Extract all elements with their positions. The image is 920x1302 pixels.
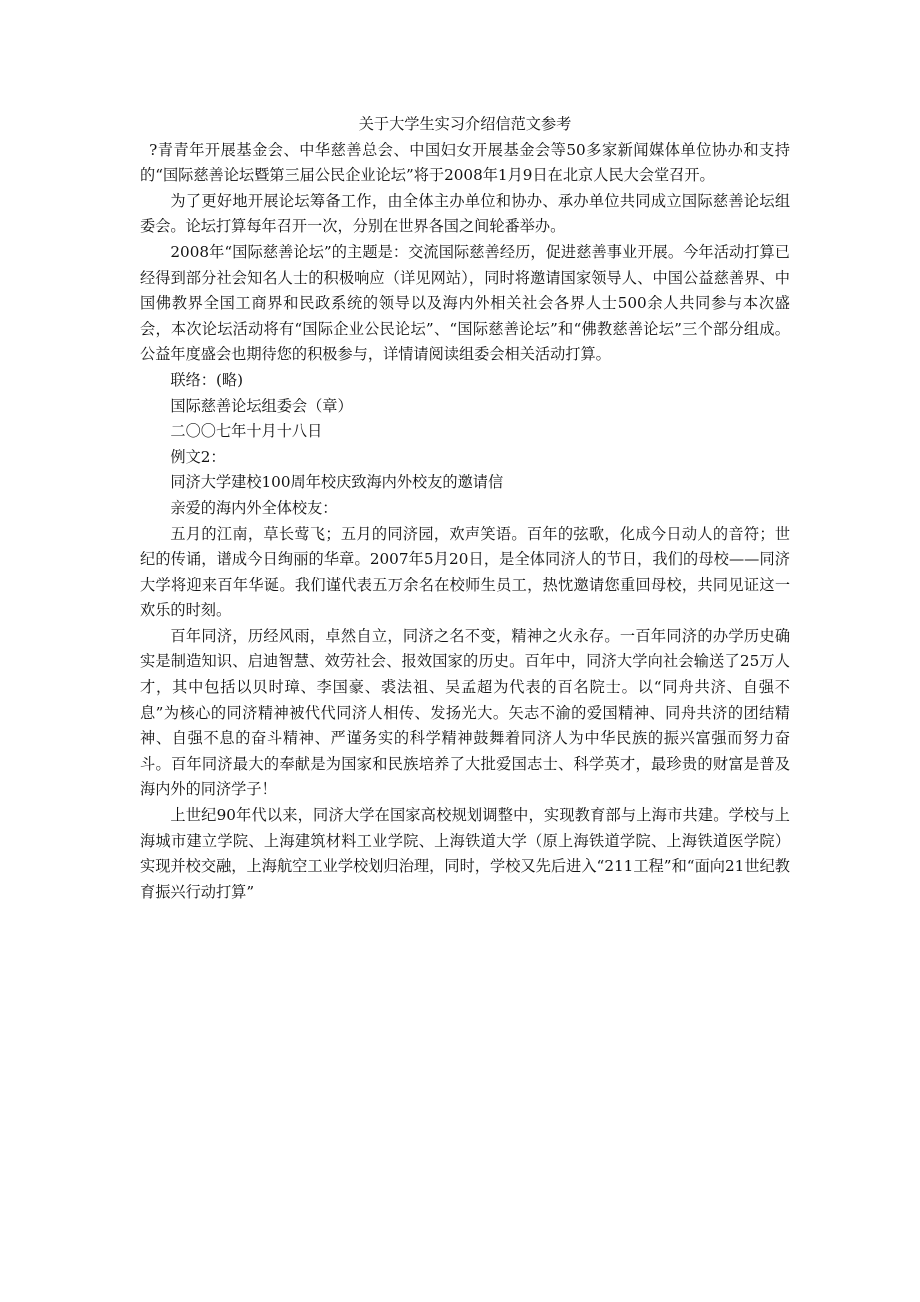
body-paragraph-3: 上世纪90年代以来，同济大学在国家高校规划调整中，实现教育部与上海市共建。学校与上海城市建立学院、上海建筑材料工业学院、上海铁道大学（原上海铁道学院、上海铁道医学院）实现并校交融，上海航空工业学校划归治理，同时，学校又先后进入“211工程”和“面向21世纪教育振兴行动打算”: [140, 806, 790, 901]
contact-line: 联络：(略): [170, 370, 243, 389]
date-line: 二〇〇七年十月十八日: [170, 422, 323, 441]
paragraph-3: 2008年“国际慈善论坛”的主题是：交流国际慈善经历，促进慈善事业开展。今年活动打算已经得到部分社会知名人士的积极响应（详见网站），同时将邀请国家领导人、中国公益慈善界、中国佛教界全国工商界和民政系统的领导以及海内外相关社会各界人士500余人共同参与本次盛会，本次论坛活动将有“国际企业公民论坛”、“国际慈善论坛”和“佛教慈善论坛”三个部分组成。公益年度盛会也期待您的积极参与，详情请阅读组委会相关活动打算。: [140, 242, 790, 364]
paragraph-2: 为了更好地开展论坛筹备工作，由全体主办单位和协办、承办单位共同成立国际慈善论坛组委会。论坛打算每年召开一次，分别在世界各国之间轮番举办。: [140, 191, 790, 236]
salutation: 亲爱的海内外全体校友：: [170, 498, 338, 517]
signature-line: 国际慈善论坛组委会（章）: [170, 396, 353, 415]
paragraph-1: ?青青年开展基金会、中华慈善总会、中国妇女开展基金会等50多家新闻媒体单位协办和支持的“国际慈善论坛暨第三届公民企业论坛”将于2008年1月9日在北京人民大会堂召开。: [140, 140, 790, 185]
document-page: [140, 112, 790, 905]
body-paragraph-1: 五月的江南，草长莺飞；五月的同济园，欢声笑语。百年的弦歌，化成今日动人的音符；世纪的传诵，谱成今日绚丽的华章。2007年5月20日，是全体同济人的节日，我们的母校——同济大学将迎来百年华诞。我们谨代表五万余名在校师生员工，热忱邀请您重回母校，共同见证这一欢乐的时刻。: [140, 524, 790, 620]
document-title: 关于大学生实习介绍信范文参考: [358, 115, 572, 133]
body-paragraph-2: 百年同济，历经风雨，卓然自立，同济之名不变，精神之火永存。一百年同济的办学历史确实是制造知识、启迪智慧、效劳社会、报效国家的历史。百年中，同济大学向社会输送了25万人才，其中包括以贝时璋、李国豪、裘法祖、吴孟超为代表的百名院士。以“同舟共济、自强不息”为核心的同济精神被代代同济人相传、发扬光大。矢志不渝的爱国精神、同舟共济的团结精神、自强不息的奋斗精神、严谨务实的科学精神鼓舞着同济人为中华民族的振兴富强而努力奋斗。百年同济最大的奉献是为国家和民族培养了大批爱国志士、科学英才，最珍贵的财富是普及海内外的同济学子！: [140, 626, 790, 799]
example-label: 例文2：: [170, 447, 226, 466]
example-title: 同济大学建校100周年校庆致海内外校友的邀请信: [170, 473, 504, 492]
